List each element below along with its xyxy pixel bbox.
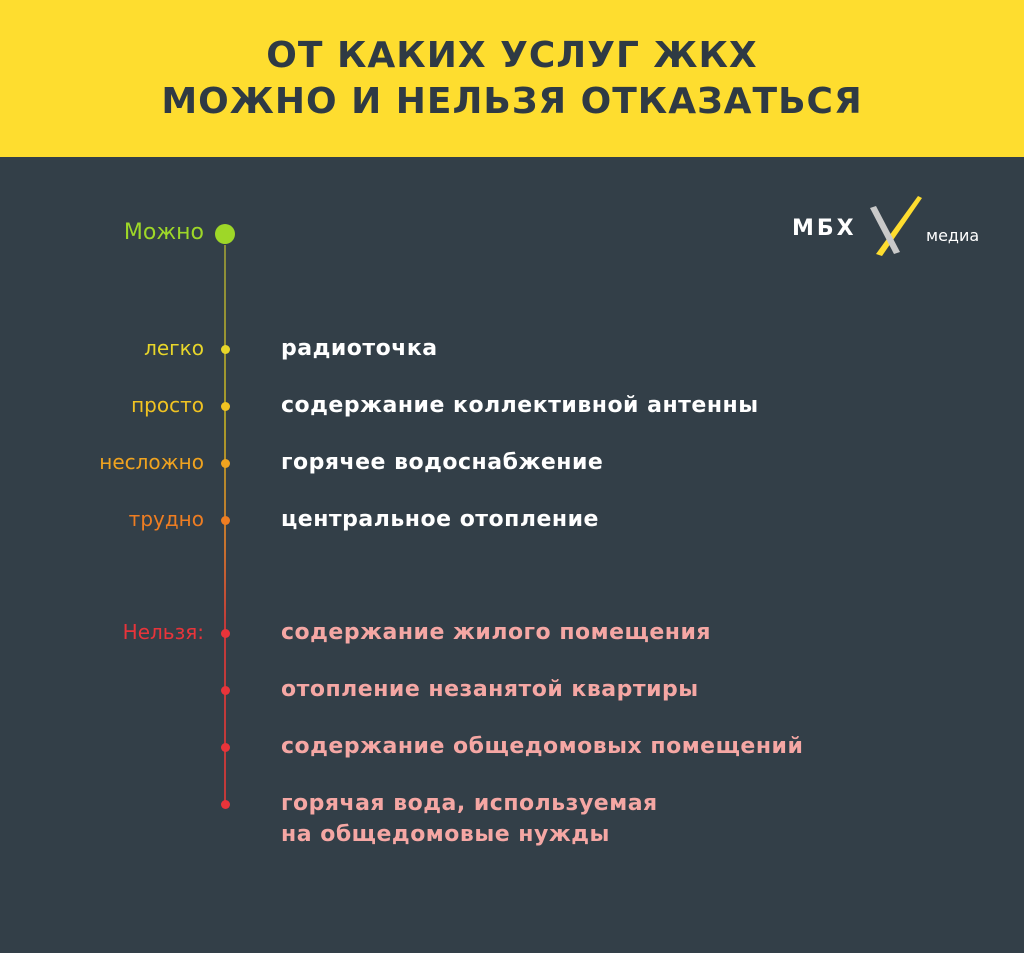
forbidden-item: содержание жилого помещения — [281, 620, 712, 645]
forbidden-item — [281, 788, 658, 850]
title-line-2: МОЖНО И НЕЛЬЗЯ ОТКАЗАТЬСЯ — [161, 80, 863, 122]
level-dot — [221, 516, 230, 525]
can-marker — [215, 224, 235, 244]
level-label: трудно — [128, 507, 204, 531]
level-dot — [221, 345, 230, 354]
cannot-dot — [221, 743, 230, 752]
service-item: радиоточка — [281, 336, 438, 361]
level-label: просто — [131, 393, 204, 417]
forbidden-item: отопление незанятой квартиры — [281, 677, 699, 702]
title-line-1: ОТ КАКИХ УСЛУГ ЖКХ — [266, 34, 758, 76]
x-mark-icon — [860, 194, 924, 262]
forbidden-item-line-1: горячая вода, используемая — [281, 791, 658, 816]
service-item: центральное отопление — [281, 507, 599, 532]
service-item: горячее водоснабжение — [281, 450, 604, 475]
level-dot — [221, 402, 230, 411]
level-label: легко — [144, 336, 204, 360]
cannot-dot — [221, 800, 230, 809]
cannot-dot — [221, 686, 230, 695]
level-label: несложно — [99, 450, 204, 474]
forbidden-item-line-2: на общедомовые нужды — [281, 822, 610, 847]
logo — [790, 192, 990, 264]
service-item: содержание коллективной антенны — [281, 393, 759, 418]
can-label: Можно — [123, 220, 204, 245]
level-dot — [221, 459, 230, 468]
header-banner — [0, 0, 1024, 157]
logo-brand: МБХ — [792, 216, 857, 241]
cannot-dot — [221, 629, 230, 638]
logo-suffix: медиа — [926, 226, 980, 245]
scale-axis — [224, 245, 226, 805]
forbidden-item: содержание общедомовых помещений — [281, 734, 804, 759]
cannot-label: Нельзя: — [122, 620, 204, 644]
